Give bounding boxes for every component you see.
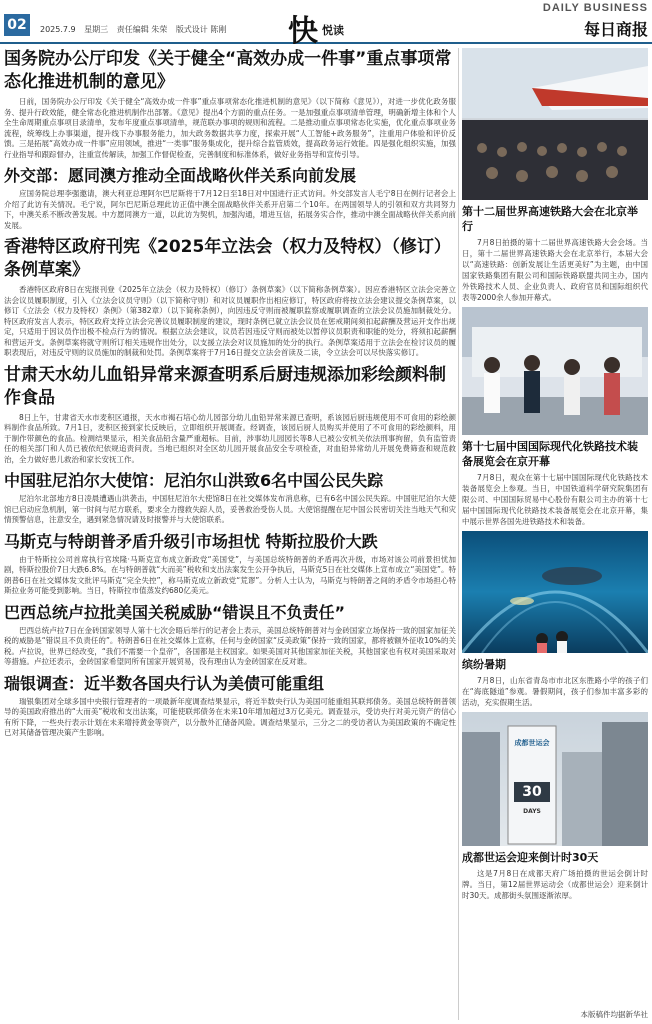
countdown-unit: DAYS <box>523 808 541 815</box>
issue-weekday: 星期三 <box>84 25 109 34</box>
photo-caption-body: 7月8日，观众在第十七届中国国际现代化铁路技术装备展览会上参观。当日，中国铁道科学研究院集团有限公司、中国国际贸易中心股份有限公司主办的第十七届中国国际现代化铁路技术装备展览会在北京开幕，集中展示世界各国先进铁路技术和装备。 <box>462 473 648 526</box>
photo-caption-title: 第十二届世界高速铁路大会在北京举行 <box>462 205 638 233</box>
issue-designer: 版式设计 陈刚 <box>175 25 227 34</box>
article-1 <box>4 48 456 160</box>
article-title: 马斯克与特朗普矛盾升级引市场担忧 特斯拉股价大跌 <box>4 531 378 551</box>
photo-caption-title: 成都世运会迎来倒计时30天 <box>462 851 599 864</box>
article-title: 瑞银调查：近半数各国央行认为美债可能重组 <box>4 673 325 693</box>
article-title: 香港特区政府刊宪《2025年立法会（权力及特权）（修订）条例草案》 <box>4 237 451 280</box>
photo-block-4 <box>462 712 648 901</box>
side-column <box>462 48 648 905</box>
masthead-en: DAILY BUSINESS <box>542 2 648 14</box>
article-body: 瑞银集团对全球多国中央银行管理者的一项最新年度调查结果显示，将近半数央行认为美国可能重组其联邦债务。美国总统特朗普领导的美国政府推出的“大而美”税收和支出法案，可能使联邦债务在未来10年增加超过3万亿美元。调查显示，受访央行对美元资产的信心有所下降，一些央行表示计划在未来增持黄金等资产，以分散外汇储备风险。调查结果显示，三分之二的受访者认为美国政策的不确定性已对其储备管理决策产生影响。 <box>4 696 456 737</box>
masthead-cn: 每日商报 <box>583 20 648 39</box>
article-4 <box>4 364 456 466</box>
photo-railway-expo <box>462 307 648 435</box>
article-2 <box>4 165 456 231</box>
photo-caption-title: 缤纷暑期 <box>462 658 506 671</box>
photo-railway-conference <box>462 48 648 200</box>
article-body: 日前，国务院办公厅印发《关于健全“高效办成一件事”重点事项常态化推进机制的意见》（以下简称《意见》），对进一步优化政务服务、提升行政效能，健全常态化推进机制作出部署。《意见》提出4个方面的重点任务。一是加强重点事项清单管理，明确新增主体和个人全生命周期重点事项目录清单，发布年度重点事项清单，规范联办事项的规则和流程。二是推动重点事项常态化实施，优化重点事项业务流程，统筹线上办事渠道，提升线下办事服务能力，加大政务数据共享力度，探索开展“人工智能+政务服务”，注重用户体验和评价反馈。三是拓展“高效办成一件事”应用领域，推进“一类事”服务集成化，提升综合监管质效，提高政务运行效能。四是强化组织实施，加强行业指导和跟踪督办，注重宣传解读，加强工作督促检查，完善制度和标准体系，做好业务指导和宣传引导。 <box>4 97 456 159</box>
article-5 <box>4 470 456 526</box>
article-6 <box>4 531 456 597</box>
article-title: 巴西总统卢拉批美国关税威胁“错误且不负责任” <box>4 602 346 622</box>
section-title-big: 快 <box>288 14 318 49</box>
countdown-board-title: 成都世运会 <box>514 739 550 747</box>
section-title-small: 悦读 <box>322 24 344 37</box>
page-header <box>0 0 652 49</box>
article-body: 香港特区政府8日在宪报刊登《2025年立法会（权力及特权）（修订）条例草案》（以下简称条例草案）。因应香港特区立法会完善立法会议员履职制度，引入《立法会议员守则》（以下简称守则）和对议员履职作出相应修订，特区政府将按立法会建议提交条例草案，以修订《立法会（权力及特权）条例》（第382章）（以下简称条例），向因违反守则而被履职监察或履职调查的立法会议员施加制裁处分。特区政府发言人表示，特区政府支持立法会完善议员履职制度的建议，现时条例已就立法会议员在惩戒期间须扣起薪酬及营运开支作出规定，只适用于因议员作出极不检点行为的情况。根据立法会建议，议员若因违反守则而被处以暂停议员职责和职能的处分，将须扣起薪酬和营运开支。条例草案将就守则所订相关违规作出处分，以支援立法会对议员施加的处分的执行。条例草案适用于立法会在检讨议员的履职表现后，对违反守则的议员施加的制裁和处罚。条例草案将于7月16日提交立法会首读及二读，令立法会可以尽快落实修订。 <box>4 285 456 357</box>
photo-block-2 <box>462 307 648 527</box>
photo-caption-body: 7月8日，山东省青岛市市北区东胜路小学的孩子们在“海底隧道”参观。暑假期间，孩子们参加丰富多彩的活动，充实假期生活。 <box>462 676 648 707</box>
article-body: 尼泊尔北部地方8日凌晨遭遇山洪袭击，中国驻尼泊尔大使馆8日在社交媒体发布消息称，已有6名中国公民失踪。中国驻尼泊尔大使馆已启动应急机制，第一时间与尼方联系，要求全力搜救失踪人员，妥善救治受伤人员。大使馆提醒在尼中国公民密切关注当地天气和灾情预警信息，注意安全，遇到紧急情况请及时报警并与大使馆联系。 <box>4 494 456 524</box>
photo-caption-title: 第十七届中国国际现代化铁路技术装备展览会在京开幕 <box>462 440 638 468</box>
header-info <box>40 24 232 35</box>
photo-countdown-board <box>462 712 648 846</box>
article-title: 国务院办公厅印发《关于健全“高效办成一件事”重点事项常态化推进机制的意见》 <box>4 49 452 92</box>
article-body: 8日上午，甘肃省天水市麦积区通报，天水市褐石培心幼儿园部分幼儿血铅异常来源已查明，系该园后厨违规使用不可食用的彩绘颜料制作食品所致。7月1日，麦积区接到家长反映后，立即组织开展调查。经调查，该园后厨人员购买并使用了不可食用的彩绘颜料，用于制作带颜色的食品。检测结果显示，相关食品铅含量严重超标。目前，涉事幼儿园园长等8人已被公安机关依法刑事拘留，负有监管责任的相关部门和人员已被依纪依规追责问责。当地已组织对全区幼儿园开展食品安全专项检查，对血铅异常幼儿开展免费筛查和规范救治，全力做好患儿救治和家长安抚工作。 <box>4 412 456 464</box>
photo-caption-body: 7月8日拍摄的第十二届世界高速铁路大会会场。当日，第十二届世界高速铁路大会在北京举行，本届大会以“高速铁路：创新发展让生活更美好”为主题，由中国国家铁路集团有限公司和国际铁路联盟共同主办，国内外铁路技术人员、企业负责人、政府官员和国际组织代表等2000余人参加开幕式。 <box>462 238 648 302</box>
main-column <box>4 48 456 744</box>
photo-caption-body: 这是7月8日在成都天府广场拍摄的世运会倒计时牌。当日，第12届世界运动会（成都世运会）迎来倒计时30天。成都街头氛围逐渐浓厚。 <box>462 869 648 900</box>
article-8 <box>4 673 456 739</box>
article-title: 外交部：愿同澳方推动全面战略伙伴关系向前发展 <box>4 166 357 185</box>
article-3 <box>4 236 456 359</box>
article-7 <box>4 602 456 668</box>
article-title: 中国驻尼泊尔大使馆：尼泊尔山洪致6名中国公民失踪 <box>4 471 384 490</box>
photo-aquarium-tunnel <box>462 531 648 653</box>
photo-block-3 <box>462 531 648 708</box>
article-title: 甘肃天水幼儿血铅异常来源查明系后厨违规添加彩绘颜料制作食品 <box>4 364 446 408</box>
issue-date: 2025.7.9 <box>40 25 76 34</box>
page-number: 02 <box>4 14 30 36</box>
photo-block-1 <box>462 48 648 303</box>
article-body: 由于特斯拉公司首席执行官埃隆·马斯克宣布成立新政党“美国党”，与美国总统特朗普的矛盾再次升级，市场对该公司前景担忧加剧，特斯拉股价7日大跌6.8%。在与特朗普就“大而美”税收和支出法案发生公开争执后，马斯克5日在社交媒体上宣布成立“美国党”。特朗普6日在社交媒体发文批评马斯克“完全失控”，称马斯克成立新政党“荒谬”。分析人士认为，马斯克与特朗普之间的矛盾令市场担心特斯拉业务可能受到影响。当日，特斯拉市值蒸发约680亿美元。 <box>4 554 456 595</box>
article-body: 应国务院总理李强邀请，澳大利亚总理阿尔巴尼斯将于7月12日至18日对中国进行正式访问。外交部发言人毛宁8日在例行记者会上介绍了此访有关情况。毛宁说，阿尔巴尼斯总理此访正值中澳全面战略伙伴关系开启第二个10年。在两国领导人的引领和双方共同努力下，中澳关系不断改善发展。中方愿同澳方一道，以此访为契机，加强沟通，增进互信，拓展务实合作，推动中澳全面战略伙伴关系向前发展。 <box>4 189 456 230</box>
column-divider <box>458 48 459 1020</box>
article-body: 巴西总统卢拉7日在金砖国家领导人第十七次会晤后举行的记者会上表示，美国总统特朗普对与金砖国家立场保持一致的国家加征关税的威胁是“错误且不负责任的”。特朗普6日在社交媒体上宣称，任何与金砖国家“反美政策”保持一致的国家，都将被额外征收10%的关税。卢拉说，世界已经改变，“我们不需要一个皇帝”，各国都是主权国家。如果美国对其他国家加征关税，其他国家也有权对美国采取对等措施。卢拉还表示，金砖国家希望同所有国家开展贸易，没有理由认为金砖国家在反对谁。 <box>4 625 456 666</box>
source-credit: 本版稿件均据新华社 <box>580 1010 648 1019</box>
countdown-number: 30 <box>522 784 542 800</box>
issue-editor: 责任编辑 朱荣 <box>116 25 168 34</box>
